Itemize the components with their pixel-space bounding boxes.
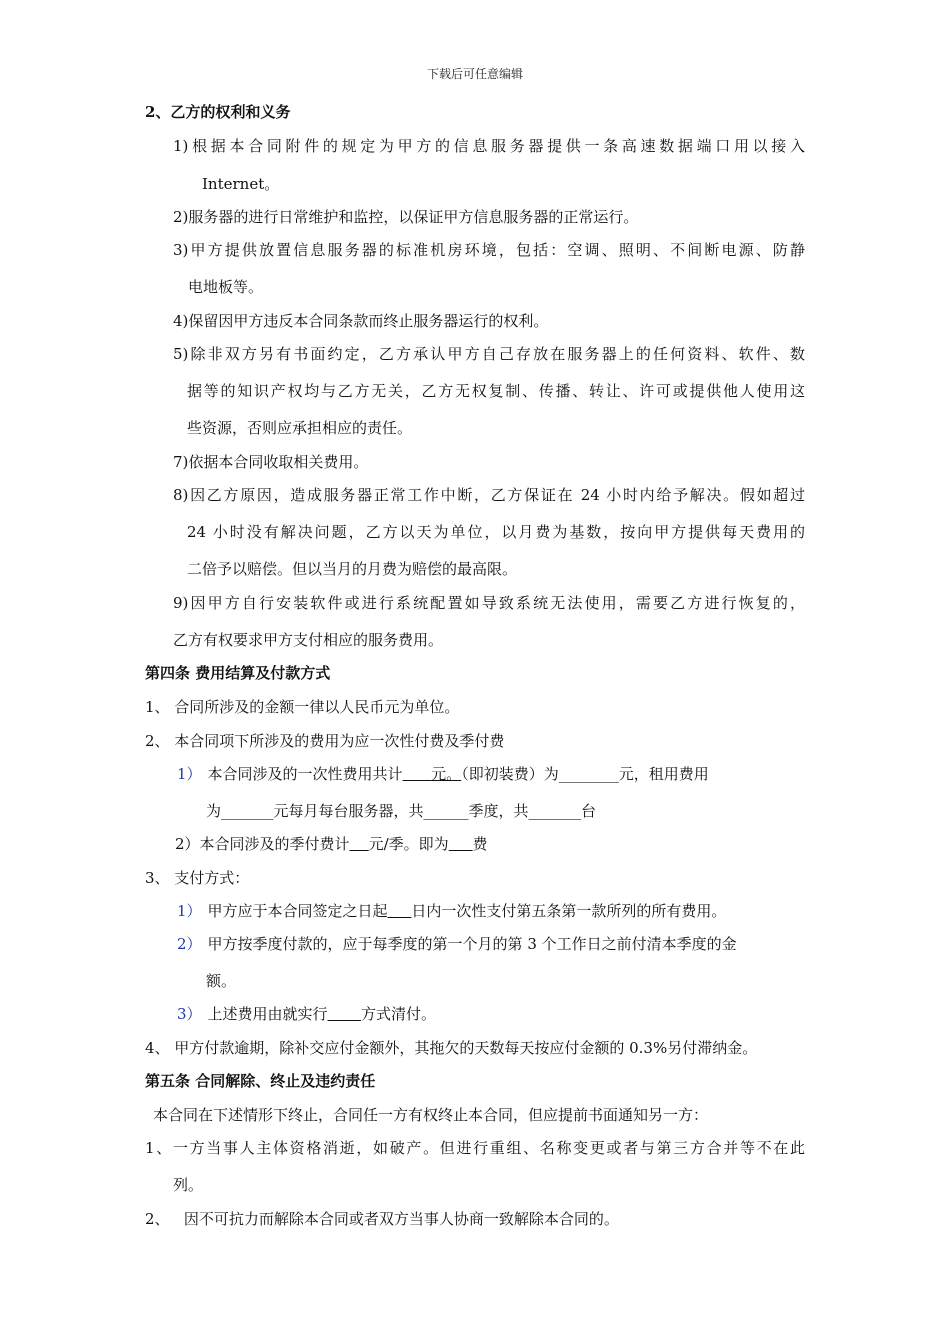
item-7: 7)依据本合同收取相关费用。	[173, 453, 369, 471]
art5-clause-1-line-1: 1、一方当事人主体资格消逝，如破产。但进行重组、名称变更或者与第三方合并等不在此	[145, 1139, 805, 1157]
art4-para-3: 3、 支付方式：	[145, 869, 250, 887]
page-header: 下载后可任意编辑	[426, 67, 523, 81]
blank-one-time-fee	[403, 765, 432, 783]
item-5-line-2: 据等的知识产权均与乙方无关，乙方无权复制、传播、转让、许可或提供他人使用这	[187, 382, 805, 400]
method-2-number: 2）	[177, 935, 202, 953]
art4-sub-1-line-1	[177, 764, 709, 784]
art5-clause-1-line-2: 列。	[173, 1176, 204, 1194]
method-1-text-b: 日内一次性支付第五条第一款所列的所有费用。	[411, 902, 727, 920]
item-3-line-1: 3)甲方提供放置信息服务器的标准机房环境，包括：空调、照明、不间断电源、防静	[173, 241, 805, 259]
method-1-number: 1）	[177, 902, 202, 920]
sub-1-text-b: 元。	[431, 765, 462, 783]
sub-2-text-a: 2）本合同涉及的季付费计	[175, 835, 350, 853]
item-5-line-1: 5)除非双方另有书面约定，乙方承认甲方自己存放在服务器上的任何资料、软件、数	[173, 345, 805, 363]
section-2-title: 2、乙方的权利和义务	[145, 103, 291, 121]
blank-fee-type	[449, 835, 473, 853]
item-9-line-1: 9)因甲方自行安装软件或进行系统配置如导致系统无法使用，需要乙方进行恢复的，	[173, 594, 805, 612]
item-2: 2)服务器的进行日常维护和监控，以保证甲方信息服务器的正常运行。	[173, 208, 639, 226]
item-8-line-3: 二倍予以赔偿。但以当月的月费为赔偿的最高限。	[187, 560, 518, 578]
art4-para-1: 1、 合同所涉及的金额一律以人民币元为单位。	[145, 698, 460, 716]
sub-1-number: 1）	[177, 765, 202, 783]
method-3-number: 3）	[177, 1005, 202, 1023]
article-4-title: 第四条 费用结算及付款方式	[145, 664, 331, 682]
item-9-line-2: 乙方有权要求甲方支付相应的服务费用。	[173, 631, 444, 649]
sub-2-text-b: 元/季。即为	[368, 835, 449, 853]
sub-1-text-c: （即初装费）为________元，租用费用	[461, 765, 709, 783]
method-2-text-a: 甲方按季度付款的，应于每季度的第一个月的第 3 个工作日之前付清本季度的金	[207, 935, 737, 953]
item-3-line-2: 电地板等。	[188, 278, 264, 296]
item-8-line-1: 8)因乙方原因，造成服务器正常工作中断，乙方保证在 24 小时内给予解决。假如超过	[173, 486, 805, 504]
sub-2-text-c: 费	[472, 835, 488, 853]
method-3-text-a: 上述费用由就实行	[207, 1005, 328, 1023]
payment-method-2-line-2: 额。	[206, 972, 237, 990]
art4-sub-1-line-2: 为_______元每月每台服务器，共______季度，共_______台	[206, 802, 597, 820]
method-1-text-a: 甲方应于本合同签定之日起	[207, 902, 388, 920]
method-3-text-b: 方式清付。	[360, 1005, 436, 1023]
item-8-line-2: 24 小时没有解决问题，乙方以天为单位，以月费为基数，按向甲方提供每天费用的	[187, 523, 805, 541]
art5-clause-2: 2、 因不可抗力而解除本合同或者双方当事人协商一致解除本合同的。	[145, 1210, 619, 1228]
item-1-line-2: Internet。	[202, 175, 280, 193]
payment-method-2-line-1	[177, 934, 805, 954]
blank-days	[388, 902, 412, 920]
payment-method-3	[177, 1004, 436, 1024]
art4-para-2: 2、 本合同项下所涉及的费用为应一次性付费及季付费	[145, 732, 505, 750]
art4-para-4: 4、 甲方付款逾期，除补交应付金额外，其拖欠的天数每天按应付金额的 0.3%另付滞纳金。	[145, 1039, 758, 1057]
blank-payment-method	[328, 1005, 361, 1023]
item-4: 4)保留因甲方违反本合同条款而终止服务器运行的权利。	[173, 312, 549, 330]
art4-sub-2	[175, 834, 488, 854]
article-5-title: 第五条 合同解除、终止及违约责任	[145, 1072, 376, 1090]
blank-quarter-fee	[350, 835, 369, 853]
sub-1-text-a: 本合同涉及的一次性费用共计	[207, 765, 403, 783]
item-5-line-3: 些资源，否则应承担相应的责任。	[187, 419, 413, 437]
item-1-line-1: 1)根据本合同附件的规定为甲方的信息服务器提供一条高速数据端口用以接入	[173, 137, 805, 155]
art5-intro: 本合同在下述情形下终止，合同任一方有权终止本合同，但应提前书面通知另一方：	[153, 1106, 709, 1124]
payment-method-1	[177, 901, 726, 921]
